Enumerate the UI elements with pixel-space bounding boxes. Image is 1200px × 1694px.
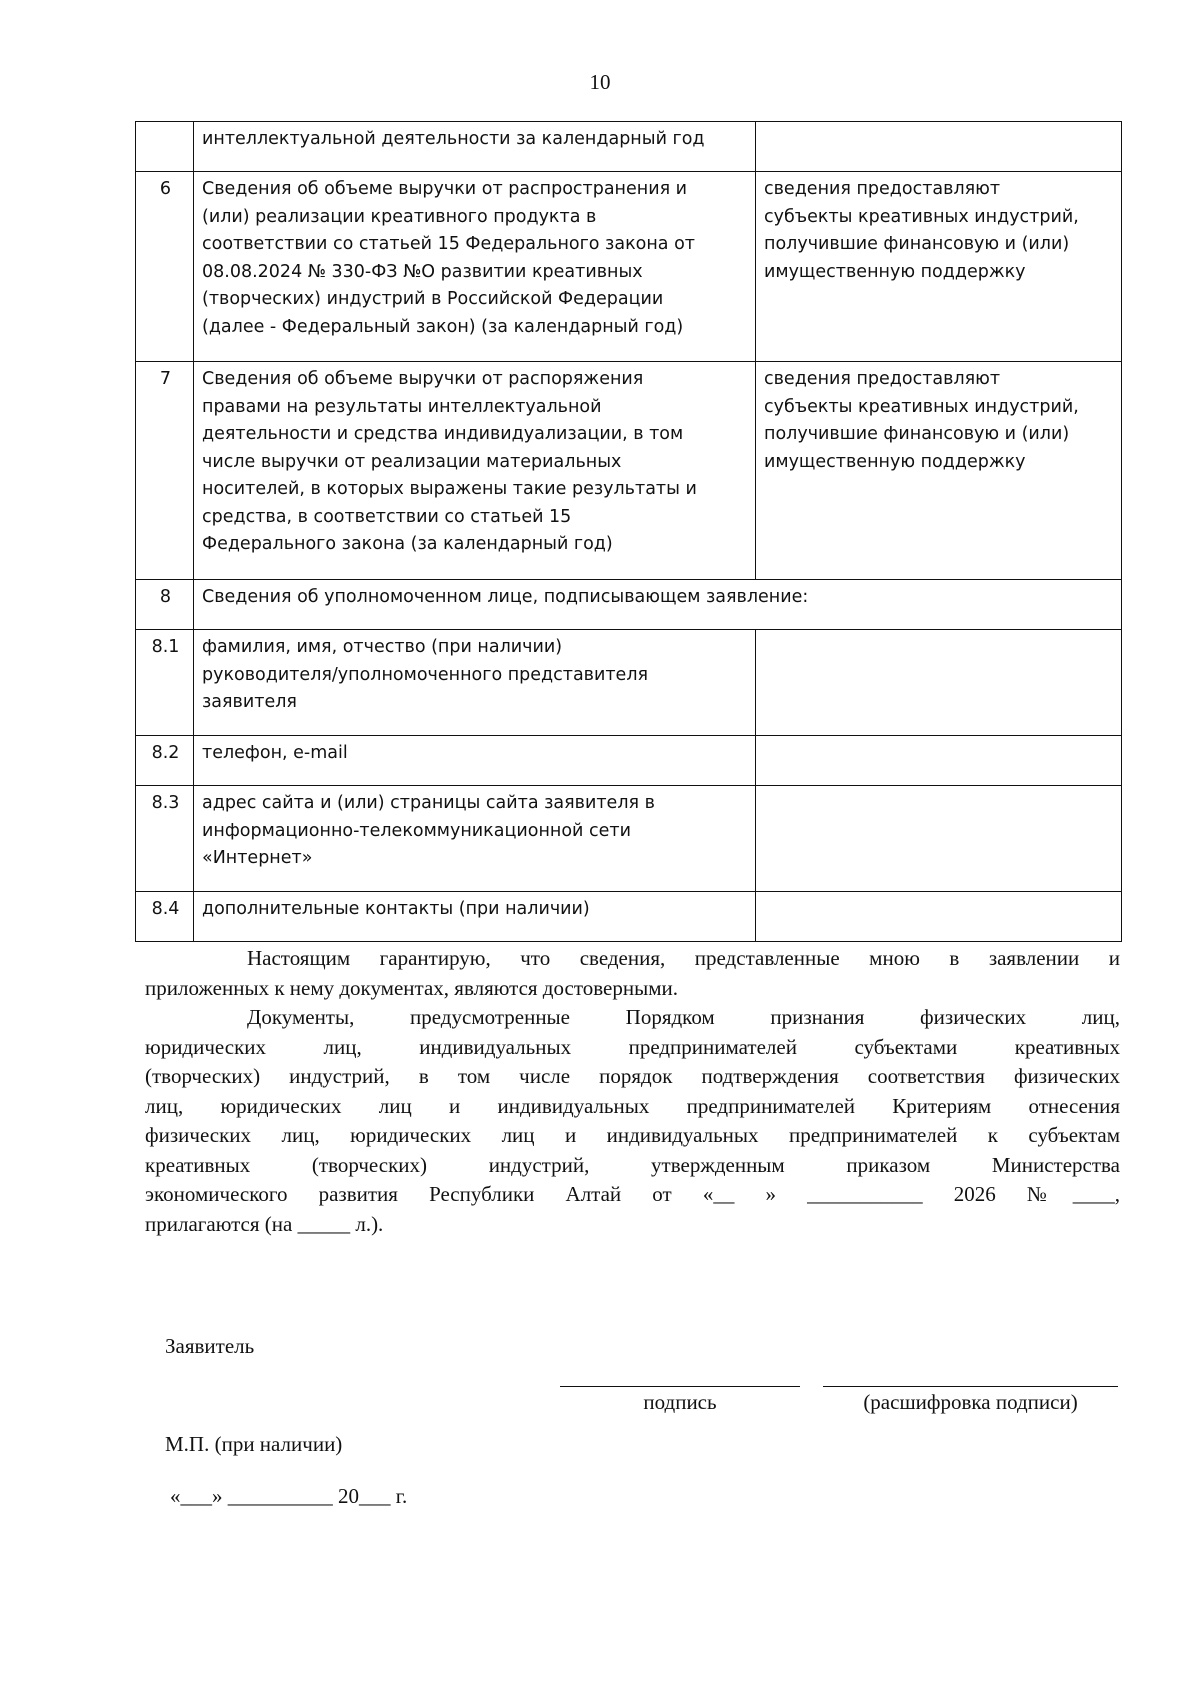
documents-line: физических лиц, юридических лиц и индивидуальных предпринимателей к субъектам <box>145 1123 1120 1147</box>
guarantee-line: Настоящим гарантирую, что сведения, представленные мною в заявлении и <box>247 946 1120 970</box>
row-value <box>756 786 1122 892</box>
row-value <box>756 630 1122 736</box>
row-label: адрес сайта и (или) страницы сайта заявителя в информационно-телекоммуникационной сети «Интернет» <box>194 786 756 892</box>
row-label: интеллектуальной деятельности за календарный год <box>194 122 756 172</box>
table-row <box>136 362 1122 580</box>
guarantee-paragraph <box>145 944 1120 1003</box>
guarantee-line: приложенных к нему документах, являются достоверными. <box>145 975 678 1000</box>
row-number: 8.1 <box>136 630 194 736</box>
row-number: 8.4 <box>136 892 194 942</box>
documents-line: креативных (творческих) индустрий, утвержденным приказом Министерства <box>145 1152 1120 1177</box>
row-value <box>756 736 1122 786</box>
row-label: дополнительные контакты (при наличии) <box>194 892 756 942</box>
row-label: телефон, e-mail <box>194 736 756 786</box>
applicant-label: Заявитель <box>165 1334 255 1358</box>
documents-line: прилагаются (на _____ л.). <box>145 1211 384 1236</box>
documents-line: (творческих) индустрий, в том числе порядок подтверждения соответствия физических <box>145 1064 1120 1088</box>
table-row <box>136 122 1122 172</box>
row-label: Сведения об уполномоченном лице, подписывающем заявление: <box>194 580 1122 630</box>
table-row <box>136 736 1122 786</box>
documents-line: Документы, предусмотренные Порядком признания физических лиц, <box>247 1005 1120 1029</box>
table-row <box>136 630 1122 736</box>
signature-line <box>560 1386 800 1387</box>
documents-line: лиц, юридических лиц и индивидуальных предпринимателей Критериям отнесения <box>145 1093 1120 1118</box>
row-number: 8.3 <box>136 786 194 892</box>
signature-decode-line <box>823 1386 1118 1387</box>
stamp-label: М.П. (при наличии) <box>165 1432 343 1456</box>
row-label: Сведения об объеме выручки от распоряжения правами на результаты интеллектуальной деятельности и средства индивидуализации, в том числе выручки от реализации материальных носителей, в которых выражены такие результаты и средства, в соответствии со статьей 15 Федерального закона (за календарный год) <box>194 362 756 580</box>
page-number: 10 <box>589 70 611 94</box>
row-number: 7 <box>136 362 194 580</box>
documents-line: экономического развития Республики Алтай от «__ » ___________ 2026 №____, <box>145 1182 1120 1206</box>
row-number: 8.2 <box>136 736 194 786</box>
row-label: фамилия, имя, отчество (при наличии) руководителя/уполномоченного представителя заявителя <box>194 630 756 736</box>
table-row <box>136 786 1122 892</box>
table-row <box>136 580 1122 630</box>
row-label: Сведения об объеме выручки от распространения и (или) реализации креативного продукта в соответствии со статьей 15 Федерального закона от 08.08.2024 № 330-ФЗ №О развитии креативных (творческих) индустрий в Российской Федерации (далее - Федеральный закон) (за календарный год) <box>194 172 756 362</box>
application-table <box>135 121 1122 942</box>
signature-label: подпись <box>643 1390 717 1414</box>
row-value <box>756 892 1122 942</box>
row-number: 6 <box>136 172 194 362</box>
table-row <box>136 172 1122 362</box>
documents-paragraph <box>145 1003 1120 1239</box>
row-number: 8 <box>136 580 194 630</box>
signature-decode-label: (расшифровка подписи) <box>863 1390 1078 1414</box>
date-line: «___» __________ 20___ г. <box>170 1484 408 1508</box>
row-value: сведения предоставляют субъекты креативных индустрий, получившие финансовую и (или) имущественную поддержку <box>756 172 1122 362</box>
row-number <box>136 122 194 172</box>
row-value: сведения предоставляют субъекты креативных индустрий, получившие финансовую и (или) имущественную поддержку <box>756 362 1122 580</box>
table-row <box>136 892 1122 942</box>
documents-line: юридических лиц, индивидуальных предпринимателей субъектами креативных <box>145 1034 1120 1059</box>
row-value <box>756 122 1122 172</box>
